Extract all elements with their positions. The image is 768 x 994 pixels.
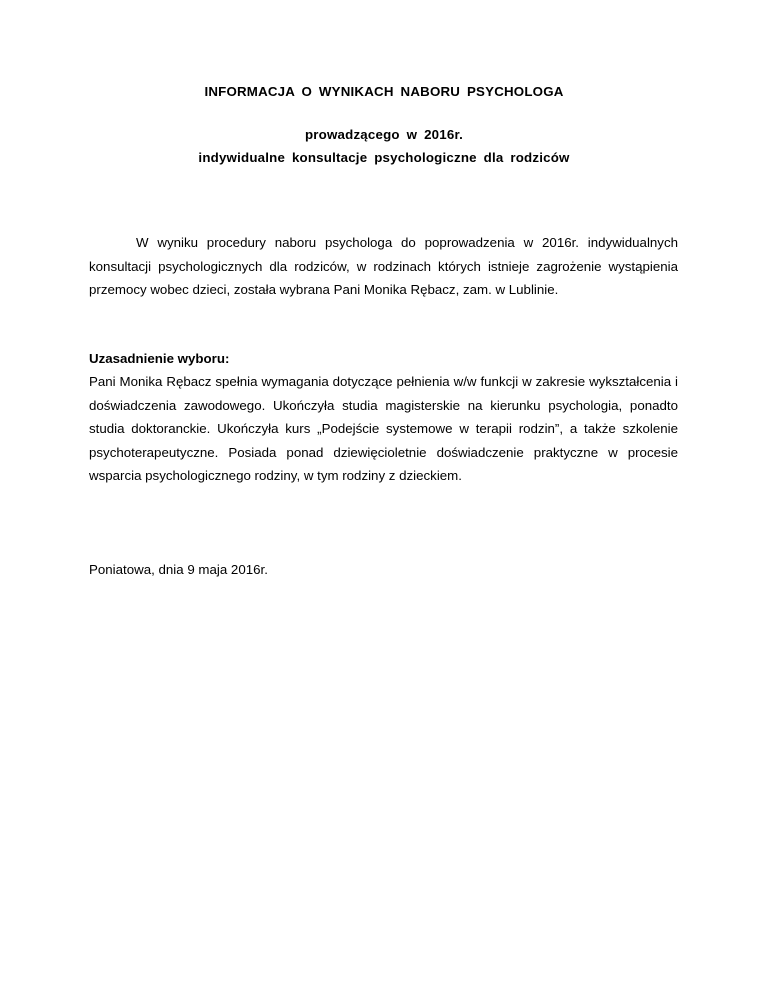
document-subtitle-year: prowadzącego w 2016r. [304, 127, 463, 142]
justification-paragraph: Pani Monika Rębacz spełnia wymagania dotyczące pełnienia w/w funkcji w zakresie wykształcenia i doświadczenia zawodowego. Ukończyła studia magisterskie na kierunku psychologia, ponadto studia doktoranckie. Ukończyła kurs „Podejście systemowe w terapii rodzin”, a także szkolenie psychoterapeutyczne. Posiada ponad dziewięcioletnie doświadczenie praktyczne w procesie wsparcia psychologicznego rodziny, w tym rodziny z dzieckiem. [89, 374, 678, 484]
intro-paragraph: W wyniku procedury naboru psychologa do poprowadzenia w 2016r. indywidualnych konsultacji psychologicznych dla rodziców, w rodzinach których istnieje zagrożenie wystąpienia przemocy wobec dzieci, została wybrana Pani Monika Rębacz, zam. w Lublinie. [89, 235, 678, 298]
document-subtitle-topic: indywidualne konsultacje psychologiczne dla rodziców [198, 150, 570, 165]
place-and-date: Poniatowa, dnia 9 maja 2016r. [89, 562, 268, 577]
document-title: INFORMACJA O WYNIKACH NABORU PSYCHOLOGA [204, 84, 564, 99]
justification-heading: Uzasadnienie wyboru: [89, 351, 230, 366]
